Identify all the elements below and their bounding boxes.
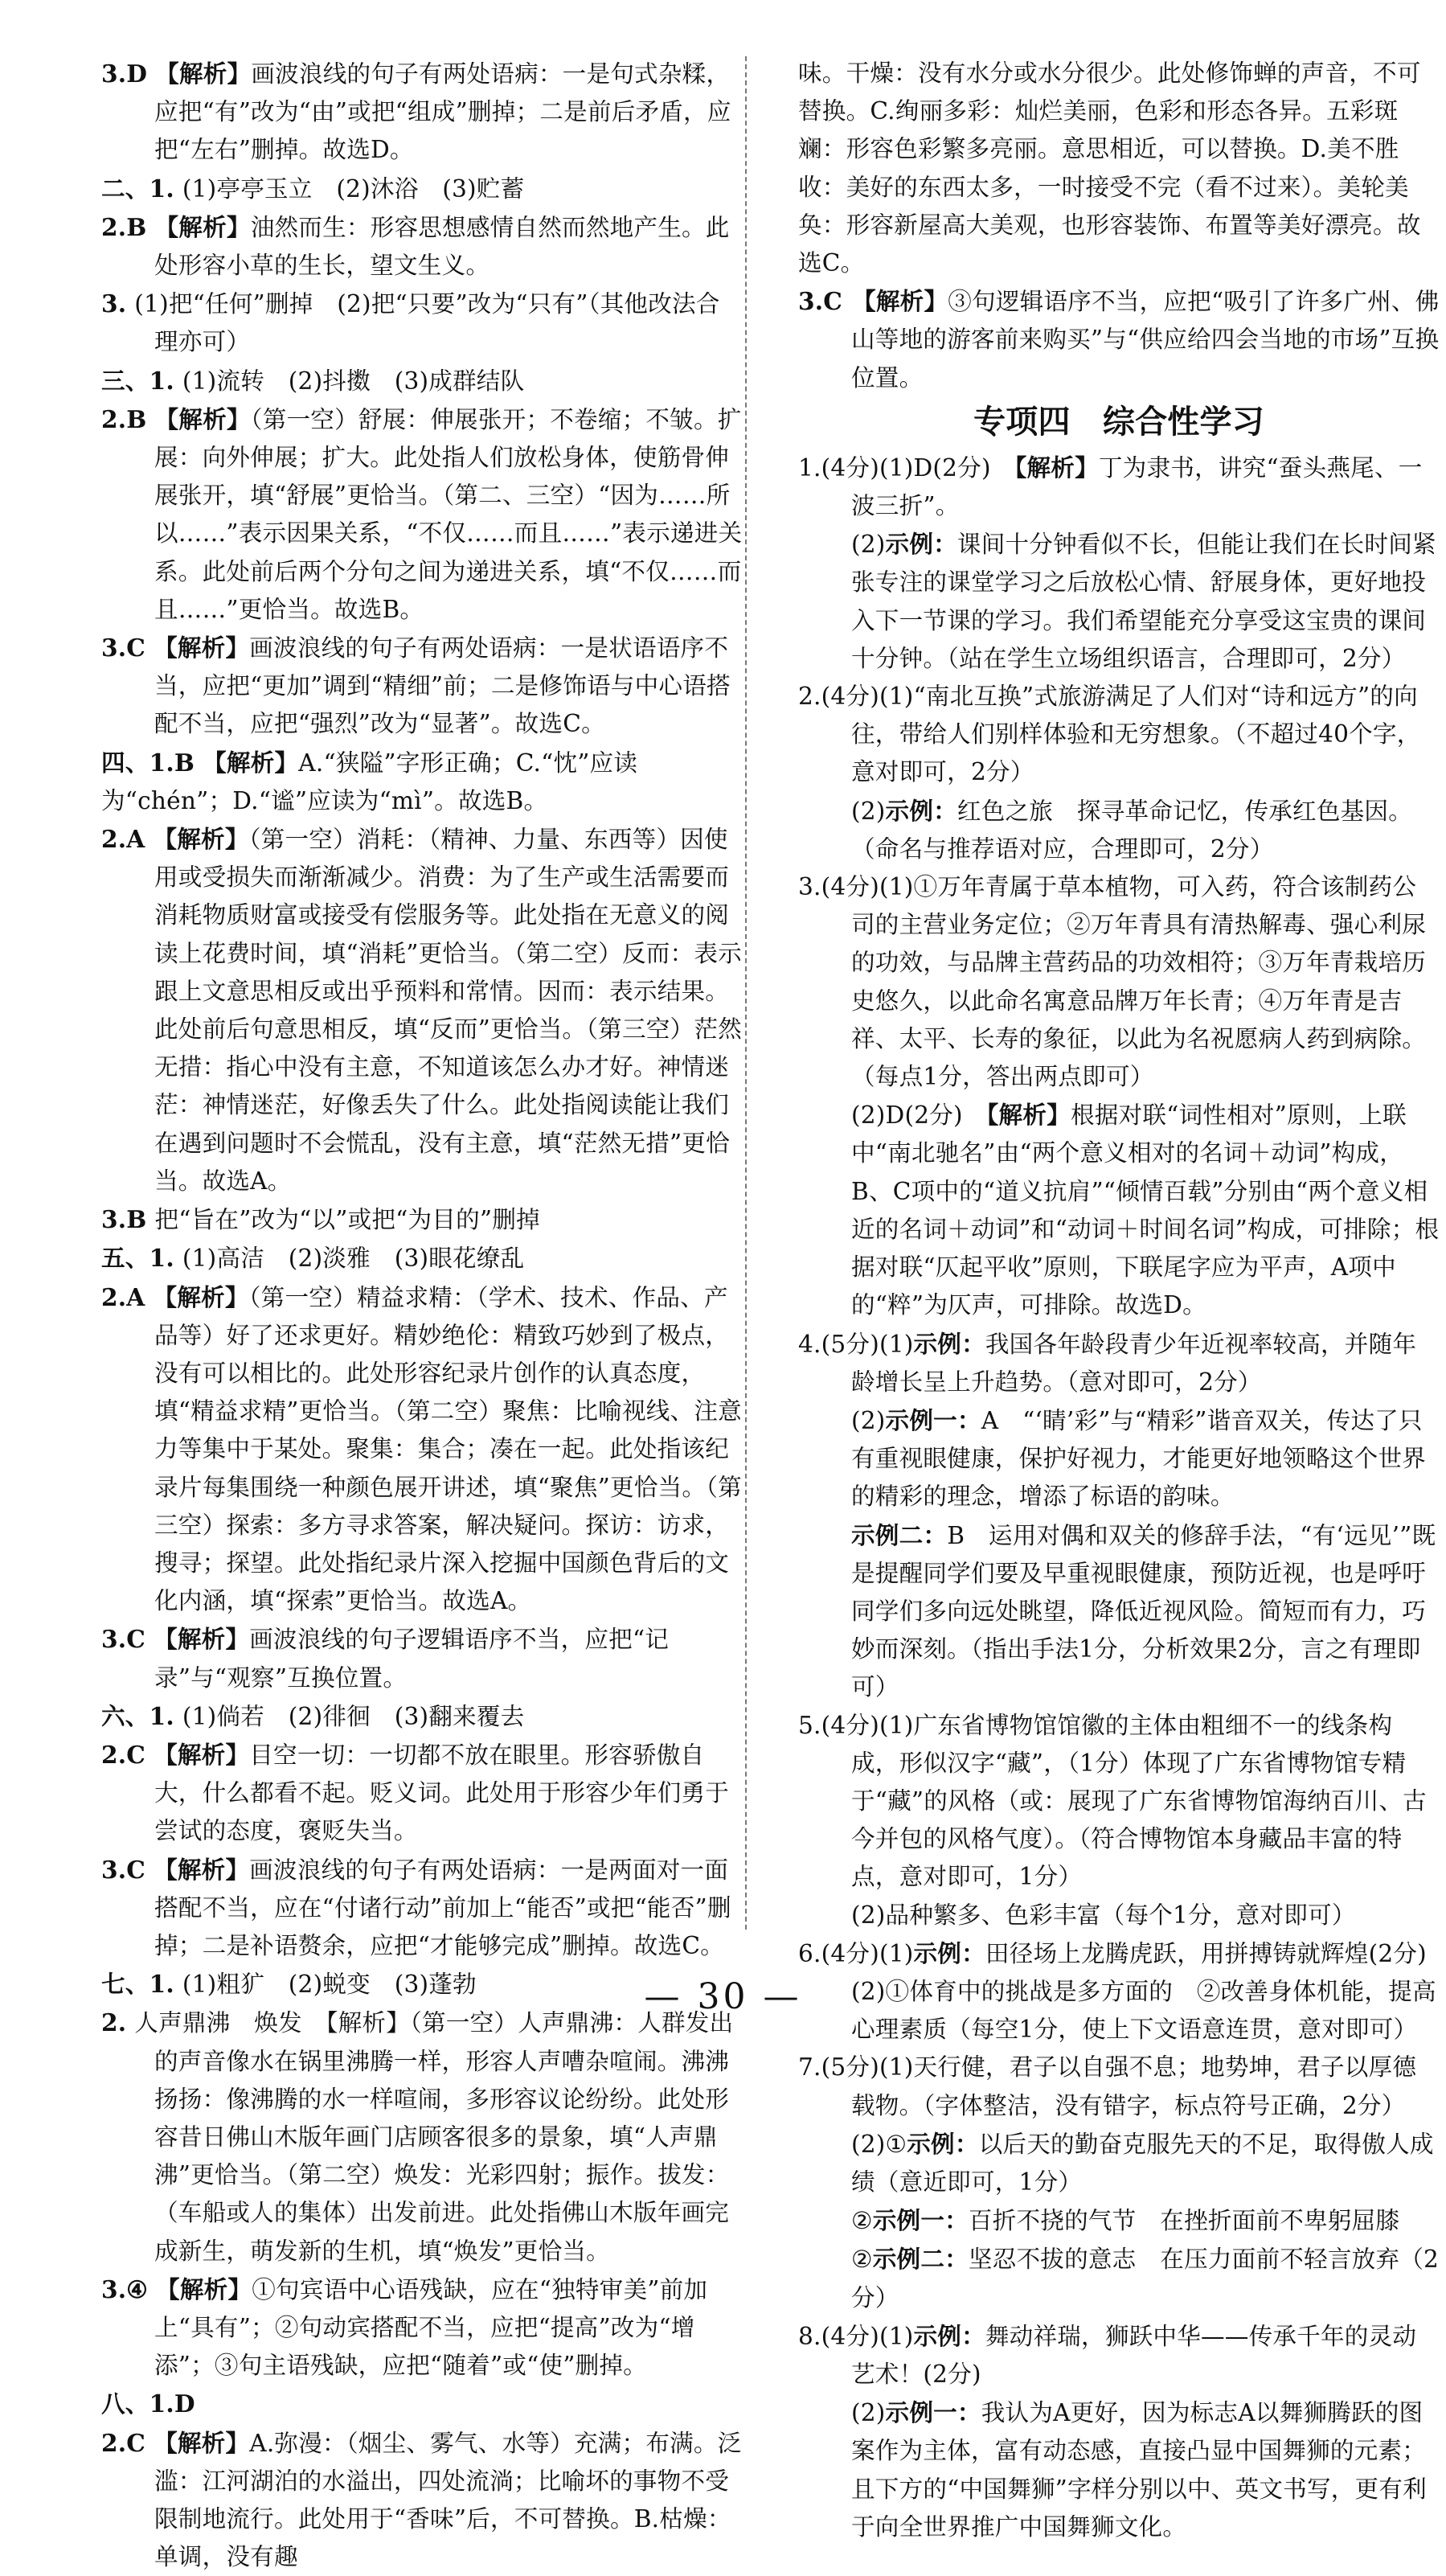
item-text: ②示例一：百折不挠的气节 在挫折面前不卑躬屈膝: [851, 2206, 1400, 2235]
section-title: 专项四 综合性学习: [973, 403, 1264, 441]
item-number: 3.D: [101, 59, 148, 88]
item-number: 六、1.: [101, 1701, 174, 1730]
item-text: （第一空）消耗：（精神、力量、东西等）因使用或受损失而渐渐减少。消费：为了生产或生活需要而消耗物质财富或接受有偿服务等。此处指在无意义的阅读上花费时间，填“消耗”更恰当。（第二空）反而：表示跟上文意思相反或出乎预料和常情。因而：表示结果。此处前后句意思相反，填“反而”更恰当。（第三空）茫然无措：指心中没有主意，不知道该怎么办才好。神情迷茫：神情迷茫，好像丢失了什么。此处指阅读能让我们在遇到问题时不会慌乱，没有主意，填“茫然无措”更恰当。故选A。: [154, 826, 742, 1195]
answer-item: [101, 55, 743, 170]
item-number: 三、1.: [101, 366, 174, 395]
item-text: A.弥漫：（烟尘、雾气、水等）充满；布满。泛滥：江河湖泊的水溢出，四处流淌；比喻坏的事物不受限制地流行。此处用于“香味”后，不可替换。B.枯燥：单调，没有趣: [154, 2429, 742, 2571]
item-text: (2)D(2分) 【解析】根据对联“词性相对”原则，上联中“南北驰名”由“两个意义相对的名词＋动词”构成，B、C项中的“道义抗肩”“倾情百载”分别由“两个意义相近的名词＋动词”和“动词＋时间名词”构成，可排除；根据对联“仄起平收”原则，下联尾字应为平声，A项中的“粹”为仄声，可排除。故选D。: [851, 1101, 1440, 1319]
answer-item: [798, 282, 1440, 397]
answer-item: [798, 2393, 1440, 2546]
answer-item: [798, 1516, 1440, 1707]
answer-item: [101, 285, 743, 361]
answer-item: [798, 1325, 1440, 1401]
answer-item: [101, 1697, 743, 1736]
answer-item: [798, 792, 1440, 868]
answer-item: [101, 208, 743, 285]
analysis-tag: 【解析】: [155, 59, 252, 88]
answer-item: [101, 1239, 743, 1278]
analysis-tag: 【解析】: [203, 748, 299, 777]
item-text: （第一空）精益求精：（学术、技术、作品、产品等）好了还求更好。精妙绝伦：精致巧妙到了极点，没有可以相比的。此处形容纪录片创作的认真态度，填“精益求精”更恰当。（第二空）聚焦：比喻视线、注意力等集中于某处。聚集：集合；凑在一起。此处指该纪录片每集围绕一种颜色展开讲述，填“聚焦”更恰当。（第三空）探索：多方寻求答案，解决疑问。探访：访求，搜寻；探望。此处指纪录片深入挖掘中国颜色背后的文化内涵，填“探索”更恰当。故选A。: [154, 1283, 742, 1615]
right-column: [798, 55, 1440, 2541]
answer-item: [798, 1897, 1440, 1934]
item-text: (4分)(1)“南北互换”式旅游满足了人们对“诗和远方”的向往，带给人们别样体验和无穷想象。（不超过40个字，意对即可，2分）: [821, 683, 1421, 786]
answer-item: [101, 1736, 743, 1851]
item-text: (1)把“任何”删掉 (2)把“只要”改为“只有”（其他改法合理亦可）: [134, 290, 720, 356]
analysis-tag: 【解析】: [154, 1740, 250, 1769]
item-number: 3.: [798, 873, 821, 901]
item-text: ①句宾语中心语残缺，应在“独特审美”前加上“具有”；②句动宾搭配不当，应把“提高”改为“增添”；③句主语残缺，应把“随着”或“使”删掉。: [154, 2275, 708, 2380]
item-number: 8.: [798, 2322, 821, 2350]
answer-item: [798, 2049, 1440, 2124]
item-text: (2)示例：红色之旅 探寻革命记忆，传承红色基因。（命名与推荐语对应，合理即可，2分）: [851, 796, 1413, 863]
item-text: ②示例二：坚忍不拔的意志 在压力面前不轻言放弃（2分）: [851, 2245, 1440, 2311]
item-text: (2)①示例：以后天的勤奋克服先天的不足，取得傲人成绩（意近即可，1分）: [851, 2129, 1434, 2196]
answer-item: [798, 2240, 1440, 2316]
answer-item: [798, 678, 1440, 792]
item-number: 7.: [798, 2053, 821, 2082]
answer-item: [798, 1934, 1440, 1973]
analysis-tag: 【解析】: [852, 287, 948, 316]
item-text: 画波浪线的句子有两处语病：一是两面对一面搭配不当，应在“付诸行动”前加上“能否”或把“能否”删掉；二是补语赘余，应把“才能够完成”删掉。故选C。: [154, 1856, 731, 1959]
answer-item: [101, 362, 743, 400]
item-text: 油然而生：形容思想感情自然而然地产生。此处形容小草的生长，望文生义。: [154, 213, 730, 280]
item-text: 把“旨在”改为“以”或把“为目的”删掉: [154, 1206, 540, 1234]
answer-item: [101, 2385, 743, 2423]
item-number: 五、1.: [101, 1244, 174, 1273]
item-number: 2.B: [101, 212, 147, 241]
item-text: (1)粗犷 (2)蜕变 (3)蓬勃: [182, 1971, 477, 1999]
item-text: (2)示例：课间十分钟看似不长，但能让我们在长时间紧张专注的课堂学习之后放松心情、舒展身体，更好地投入下一节课的学习。我们希望能充分享受这宝贵的课间十分钟。（站在学生立场组织语言，合理即可，2分）: [851, 530, 1436, 672]
item-text: (4分)(1)广东省博物馆馆徽的主体由粗细不一的线条构成，形似汉字“藏”，（1分）体现了广东省博物馆专精于“藏”的风格（或：展现了广东省博物馆海纳百川、古今并包的风格气度）。（符合博物馆本身藏品丰富的特点，意对即可，1分）: [821, 1711, 1427, 1891]
item-number: 四、1.B: [101, 748, 195, 777]
section-items: [798, 449, 1440, 2546]
item-text: (2)示例一：我认为A更好，因为标志A以舞狮腾跃的图案作为主体，富有动态感，直接凸显中国舞狮的元素；且下方的“中国舞狮”字样分别以中、英文书写，更有利于向全世界推广中国舞狮文化。: [851, 2398, 1427, 2541]
item-number: 2.: [101, 2008, 127, 2037]
item-number: 3.: [101, 289, 127, 318]
answer-item: [101, 2270, 743, 2385]
analysis-tag: 【解析】: [153, 1282, 249, 1311]
item-number: 2.C: [101, 2428, 146, 2457]
item-text: (1)高洁 (2)淡雅 (3)眼花缭乱: [182, 1245, 525, 1273]
answer-item: [101, 170, 743, 208]
answer-item: [798, 1707, 1440, 1897]
analysis-tag: 【解析】: [156, 2275, 252, 2303]
analysis-tag: 【解析】: [153, 825, 249, 854]
analysis-tag: 【解析】: [154, 634, 250, 662]
item-number: 八、1.D: [101, 2389, 195, 2418]
answer-item: [798, 1401, 1440, 1516]
answer-item: [798, 1096, 1440, 1324]
answer-item: [798, 2317, 1440, 2393]
item-text: (4分)(1)示例：舞动祥瑞，狮跃中华——传承千年的灵动艺术！(2分): [821, 2321, 1417, 2388]
answer-item: [101, 820, 743, 1200]
item-number: 4.: [798, 1330, 821, 1358]
item-number: 3.C: [101, 1625, 146, 1654]
item-number: 2.B: [101, 404, 147, 433]
item-number: 七、1.: [101, 1970, 174, 1999]
answer-item: [101, 1851, 743, 1966]
answer-item: [101, 2004, 743, 2270]
answer-item: [798, 2125, 1440, 2201]
item-number: 2.: [798, 683, 821, 711]
answer-item: [101, 400, 743, 629]
item-text: (1)倘若 (2)徘徊 (3)翻来覆去: [182, 1702, 525, 1730]
item-text: (1)流转 (2)抖擞 (3)成群结队: [182, 367, 525, 395]
answer-item: [798, 449, 1440, 525]
analysis-tag: 【解析】: [154, 1625, 250, 1654]
analysis-tag: 【解析】: [154, 1855, 250, 1884]
answer-item: [101, 1200, 743, 1239]
item-text: 画波浪线的句子有两处语病：一是状语语序不当，应把“更加”调到“精细”前；二是修饰语与中心语搭配不当，应把“强烈”改为“显著”。故选C。: [154, 634, 731, 738]
item-text: (5分)(1)示例：我国各年龄段青少年近视率较高，并随年龄增长呈上升趋势。（意对即可，2分）: [821, 1329, 1417, 1396]
item-number: 2.A: [101, 1282, 145, 1311]
item-text: (2)品种繁多、色彩丰富（每个1分，意对即可）: [851, 1901, 1356, 1929]
item-text: (2)示例一：A “‘睛’彩”与“精彩”谐音双关，传达了只有重视眼健康，保护好视力，才能更好地领略这个世界的精彩的理念，增添了标语的韵味。: [851, 1405, 1427, 1511]
item-text: 人声鼎沸 焕发 【解析】（第一空）人声鼎沸：人群发出的声音像水在锅里沸腾一样，形容人声嘈杂喧闹。沸沸扬扬：像沸腾的水一样喧闹，多形容议论纷纷。此处形容昔日佛山木版年画门店顾客很多的景象，填“人声鼎沸”更恰当。（第二空）焕发：光彩四射；振作。拔发：（车船或人的集体）出发前进。此处指佛山木版年画完成新生，萌发新的生机，填“焕发”更恰当。: [134, 2009, 734, 2265]
item-number: 5.: [798, 1711, 821, 1739]
answer-item: [101, 2424, 743, 2576]
answer-item: [798, 525, 1440, 678]
item-number: 3.C: [101, 1855, 146, 1884]
item-number: 3.C: [101, 634, 146, 662]
item-text: 画波浪线的句子有两处语病：一是句式杂糅，应把“有”改为“由”或把“组成”删掉；二是前后矛盾，应把“左右”删掉。故选D。: [154, 60, 731, 164]
item-text: (1)亭亭玉立 (2)沐浴 (3)贮蓄: [182, 174, 525, 203]
item-number: 2.C: [101, 1740, 146, 1769]
item-text: 示例二：B 运用对偶和双关的修辞手法，“有‘远见’”既是提醒同学们要及早重视眼健康，预防近视，也是呼吁同学们多向远处眺望，降低近视风险。简短而有力，巧妙而深刻。（指出手法1分，分析效果2分，言之有理即可）: [851, 1520, 1436, 1701]
item-text: (2)①体育中的挑战是多方面的 ②改善身体机能，提高心理素质（每空1分，使上下文语意连贯，意对即可）: [851, 1977, 1436, 2044]
item-number: 3.④: [101, 2275, 149, 2303]
item-text: （第一空）舒展：伸展张开；不卷缩；不皱。扩展：向外伸展；扩大。此处指人们放松身体，使筋骨伸展张开，填“舒展”更恰当。（第二、三空）“因为……所以……”表示因果关系，“不仅……而且……”表示递进关系。此处前后两个分句之间为递进关系，填“不仅……而且……”更恰当。故选B。: [154, 405, 743, 623]
analysis-tag: 【解析】: [154, 212, 251, 241]
item-number: 二、1.: [101, 174, 174, 203]
item-text: ③句逻辑语序不当，应把“吸引了许多广州、佛山等地的游客前来购买”与“供应给四会当地的市场”互换位置。: [851, 288, 1440, 392]
column-divider: [745, 56, 747, 1930]
answer-item: [101, 1620, 743, 1696]
answer-item: [101, 1278, 743, 1621]
item-number: 6.: [798, 1939, 821, 1967]
item-text: (4分)(1)示例：田径场上龙腾虎跃，用拼搏铸就辉煌(2分): [821, 1938, 1427, 1967]
page-number: — 30 —: [644, 1976, 802, 2017]
item-number: 3.B: [101, 1205, 147, 1234]
item-text: (4分)(1)D(2分) 【解析】丁为隶书，讲究“蚕头燕尾、一波三折”。: [821, 453, 1423, 520]
item-text: (4分)(1)①万年青属于草本植物，可入药，符合该制药公司的主营业务定位；②万年青具有清热解毒、强心利尿的功效，与品牌主营药品的功效相符；③万年青栽培历史悠久，以此命名寓意品牌万年长青；④万年青是吉祥、太平、长寿的象征，以此为名祝愿病人药到病除。（每点1分，答出两点即可）: [821, 873, 1427, 1091]
answer-item: [798, 868, 1440, 1096]
answer-item: [101, 629, 743, 744]
answer-item: [101, 744, 743, 820]
answer-continuation: 味。干燥：没有水分或水分很少。此处修饰蝉的声音，不可替换。C.绚丽多彩：灿烂美丽，色彩和形态各异。五彩斑斓：形容色彩繁多亮丽。意思相近，可以替换。D.美不胜收：美好的东西太多，一时接受不完（看不过来）。美轮美奂：形容新屋高大美观，也形容装饰、布置等美好漂亮。故选C。: [798, 59, 1421, 277]
item-number: 2.A: [101, 825, 145, 854]
item-text: (5分)(1)天行健，君子以自强不息；地势坤，君子以厚德载物。（字体整洁，没有错字，标点符号正确，2分）: [821, 2053, 1417, 2119]
analysis-tag: 【解析】: [154, 2428, 250, 2457]
item-text: 画波浪线的句子逻辑语序不当，应把“记录”与“观察”互换位置。: [154, 1626, 670, 1692]
item-text: A.“狭隘”字形正确；C.“忱”应读为“chén”；D.“谧”应读为“mì”。故选B。: [101, 749, 638, 814]
answer-item: [798, 2201, 1440, 2240]
item-text: 目空一切：一切都不放在眼里。形容骄傲自大，什么都看不起。贬义词。此处用于形容少年们勇于尝试的态度，褒贬失当。: [154, 1741, 730, 1845]
item-number: 3.C: [798, 287, 843, 316]
analysis-tag: 【解析】: [154, 404, 251, 433]
item-number: 1.: [798, 453, 821, 482]
